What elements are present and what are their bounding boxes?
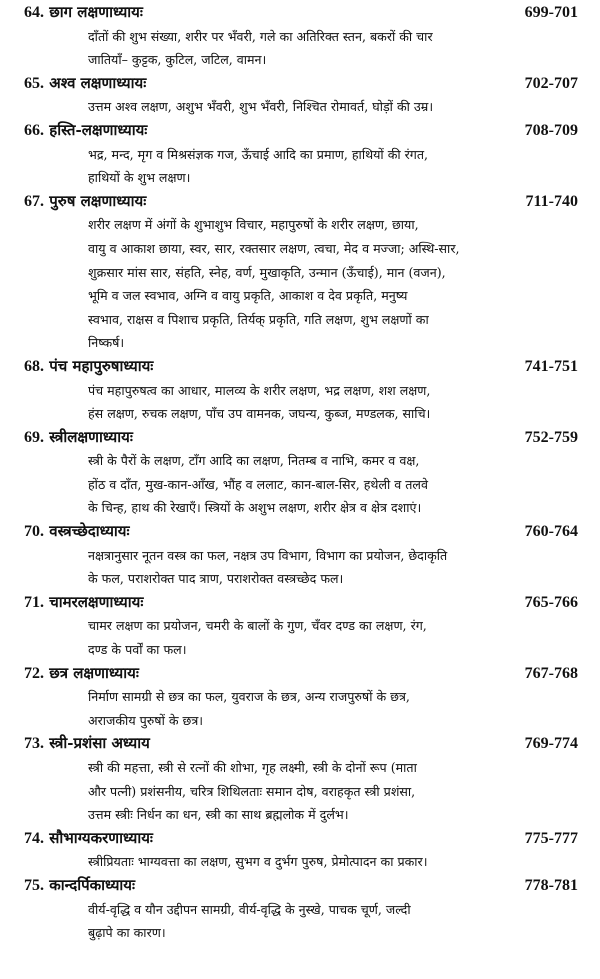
chapter-description-line: हंस लक्षण, रुचक लक्षण, पाँच उप वामनक, जघन्य, कुब्ज, मण्डलक, साचि। xyxy=(88,406,431,422)
chapter-number: 75. xyxy=(24,876,44,894)
page-range: 760-764 xyxy=(524,523,578,541)
toc-entry xyxy=(0,355,600,426)
chapter-description-line: वीर्य-वृद्धि व यौन उद्दीपन सामग्री, वीर्य-वृद्धि के नुस्खे, पाचक चूर्ण, जल्दी xyxy=(88,901,411,917)
chapter-title: स्त्रीलक्षणाध्यायः xyxy=(49,427,133,446)
chapter-title-group xyxy=(24,355,153,379)
page-range: 778-781 xyxy=(524,876,578,894)
chapter-description-line: स्त्रीप्रियताः भाग्यवत्ता का लक्षण, सुभग व दुर्भग पुरुष, प्रेमोत्पादन का प्रकार। xyxy=(88,854,428,870)
chapter-description-line: निष्कर्ष। xyxy=(88,335,125,351)
chapter-description-line: दण्ड के पर्वों का फल। xyxy=(88,642,187,658)
chapter-title-group xyxy=(24,591,143,615)
chapter-title-group xyxy=(24,1,143,25)
page-range: 775-777 xyxy=(524,829,578,847)
page-range: 752-759 xyxy=(524,428,578,446)
chapter-title: हस्ति-लक्षणाध्यायः xyxy=(49,120,148,139)
chapter-title: छाग लक्षणाध्यायः xyxy=(49,3,143,21)
chapter-description-line: शुक्रसार मांस सार, संहति, स्नेह, वर्ण, मुखाकृति, उन्मान (ऊँचाई), मान (वजन), xyxy=(88,264,446,280)
toc-entry xyxy=(0,662,600,733)
toc-entry xyxy=(0,520,600,591)
chapter-description-line: पंच महापुरुषत्व का आधार, मालव्य के शरीर लक्षण, भद्र लक्षण, शश लक्षण, xyxy=(88,382,431,398)
chapter-number: 64. xyxy=(24,4,44,21)
toc-entry xyxy=(0,591,600,662)
chapter-description-line: चामर लक्षण का प्रयोजन, चमरी के बालों के गुण, चँवर दण्ड का लक्षण, रंग, xyxy=(88,618,427,634)
chapter-heading xyxy=(0,732,600,756)
chapter-heading xyxy=(0,874,600,898)
chapter-number: 67. xyxy=(24,192,44,210)
chapter-title: वस्त्रच्छेदाध्यायः xyxy=(49,522,130,541)
chapter-description-line: भूमि व जल स्वभाव, अग्नि व वायु प्रकृति, आकाश व देव प्रकृति, मनुष्य xyxy=(88,288,408,304)
chapter-title: चामरलक्षणाध्यायः xyxy=(49,592,144,611)
chapter-number: 65. xyxy=(24,74,44,92)
chapter-number: 73. xyxy=(24,735,44,753)
chapter-title-group xyxy=(24,732,150,756)
chapter-heading xyxy=(0,190,600,214)
chapter-heading xyxy=(0,72,600,96)
chapter-title-group xyxy=(24,520,130,544)
page-range: 702-707 xyxy=(524,74,578,92)
toc-entry xyxy=(0,426,600,520)
chapter-heading xyxy=(0,591,600,615)
page-range: 767-768 xyxy=(524,664,578,682)
chapter-description-line: के चिन्ह, हाथ की रेखाएँ। स्त्रियों के अशुभ लक्षण, शरीर क्षेत्र व क्षेत्र दशाएं। xyxy=(88,500,422,516)
chapter-description-line: वायु व आकाश छाया, स्वर, सार, रक्तसार लक्षण, त्वचा, मेद व मज्जा; अस्थि-सार, xyxy=(88,240,460,256)
chapter-title-group xyxy=(24,662,139,686)
chapter-title: छत्र लक्षणाध्यायः xyxy=(49,663,139,682)
chapter-description-line: बुढ़ापे का कारण। xyxy=(88,925,166,941)
chapter-heading xyxy=(0,827,600,851)
chapter-title-group xyxy=(24,426,133,450)
page-range: 769-774 xyxy=(524,735,578,753)
toc-entry xyxy=(0,874,600,945)
chapter-title-group xyxy=(24,72,146,96)
chapter-title: पुरुष लक्षणाध्यायः xyxy=(49,191,147,210)
chapter-number: 72. xyxy=(24,664,44,682)
toc-entry xyxy=(0,827,600,874)
chapter-title-group xyxy=(24,827,153,851)
chapter-title: पंच महापुरुषाध्यायः xyxy=(49,356,154,375)
page-range: 708-709 xyxy=(524,121,578,139)
toc-entry xyxy=(0,119,600,190)
chapter-heading xyxy=(0,662,600,686)
chapter-title-group xyxy=(24,874,135,898)
chapter-description-line: जातियाँ– कुट्टक, कुटिल, जटिल, वामन। xyxy=(88,52,267,68)
chapter-heading xyxy=(0,1,600,25)
toc-entry xyxy=(0,732,600,826)
chapter-title-group xyxy=(24,119,147,143)
chapter-number: 70. xyxy=(24,523,44,541)
chapter-description-line: उत्तम अश्व लक्षण, अशुभ भँवरी, शुभ भँवरी, निश्चित रोमावर्त, घोड़ों की उम्र। xyxy=(88,99,434,115)
chapter-description-line: स्त्री की महत्ता, स्त्री से रत्नों की शोभा, गृह लक्ष्मी, स्त्री के दोनों रूप (माता xyxy=(88,760,417,775)
chapter-heading xyxy=(0,119,600,143)
chapter-heading xyxy=(0,520,600,544)
chapter-description-line: होंठ व दाँत, मुख-कान-आँख, भौंह व ललाट, कान-बाल-सिर, हथेली व तलवे xyxy=(88,476,428,492)
chapter-title-group xyxy=(24,190,146,214)
toc-entry xyxy=(0,72,600,119)
chapter-heading xyxy=(0,355,600,379)
chapter-description-line: निर्माण सामग्री से छत्र का फल, युवराज के छत्र, अन्य राजपुरुषों के छत्र, xyxy=(88,689,410,705)
chapter-number: 66. xyxy=(24,121,44,139)
chapter-description-line: और पत्नी) प्रशंसनीय, चरित्र शिथिलताः समान दोष, वराहकृत स्त्री प्रशंसा, xyxy=(88,783,416,799)
toc-entry xyxy=(0,190,600,355)
chapter-heading xyxy=(0,426,600,450)
chapter-description-line: स्त्री के पैरों के लक्षण, टाँग आदि का लक्षण, नितम्ब व नाभि, कमर व वक्ष, xyxy=(88,453,420,469)
chapter-description-line: के फल, पराशरोक्त पाद त्राण, पराशरोक्त वस्त्रच्छेद फल। xyxy=(88,571,344,587)
chapter-number: 69. xyxy=(24,428,44,446)
chapter-title: सौभाग्यकरणाध्यायः xyxy=(49,828,153,847)
chapter-description-line: अराजकीय पुरुषों के छत्र। xyxy=(88,712,204,728)
chapter-number: 68. xyxy=(24,357,44,375)
chapter-description-line: शरीर लक्षण में अंगों के शुभाशुभ विचार, महापुरुषों के शरीर लक्षण, छाया, xyxy=(88,217,419,233)
chapter-description-line: हाथियों के शुभ लक्षण। xyxy=(88,170,191,186)
chapter-description-line: भद्र, मन्द, मृग व मिश्रसंज्ञक गज, ऊँचाई आदि का प्रमाण, हाथियों की रंगत, xyxy=(88,146,429,162)
chapter-title: अश्व लक्षणाध्यायः xyxy=(49,73,147,92)
chapter-number: 71. xyxy=(24,593,44,611)
chapter-number: 74. xyxy=(24,829,44,847)
chapter-title: स्त्री-प्रशंसा अध्याय xyxy=(49,734,150,753)
chapter-description-line: स्वभाव, राक्षस व पिशाच प्रकृति, तिर्यक् प्रकृति, गति लक्षण, शुभ लक्षणों का xyxy=(88,311,429,327)
page-range: 741-751 xyxy=(524,357,578,375)
chapter-title: कान्दर्पिकाध्यायः xyxy=(49,875,136,894)
chapter-description-line: नक्षत्रानुसार नूतन वस्त्र का फल, नक्षत्र उप विभाग, विभाग का प्रयोजन, छेदाकृति xyxy=(88,547,448,563)
page-range: 711-740 xyxy=(525,192,578,210)
page-range: 699-701 xyxy=(524,4,578,21)
chapter-description-line: उत्तम स्त्रीः निर्धन का धन, स्त्री का साथ ब्रह्मलोक में दुर्लभ। xyxy=(88,807,349,823)
table-of-contents xyxy=(0,1,600,945)
toc-entry xyxy=(0,1,600,72)
page-range: 765-766 xyxy=(524,593,578,611)
chapter-description-line: दाँतों की शुभ संख्या, शरीर पर भँवरी, गले का अतिरिक्त स्तन, बकरों की चार xyxy=(88,28,433,44)
